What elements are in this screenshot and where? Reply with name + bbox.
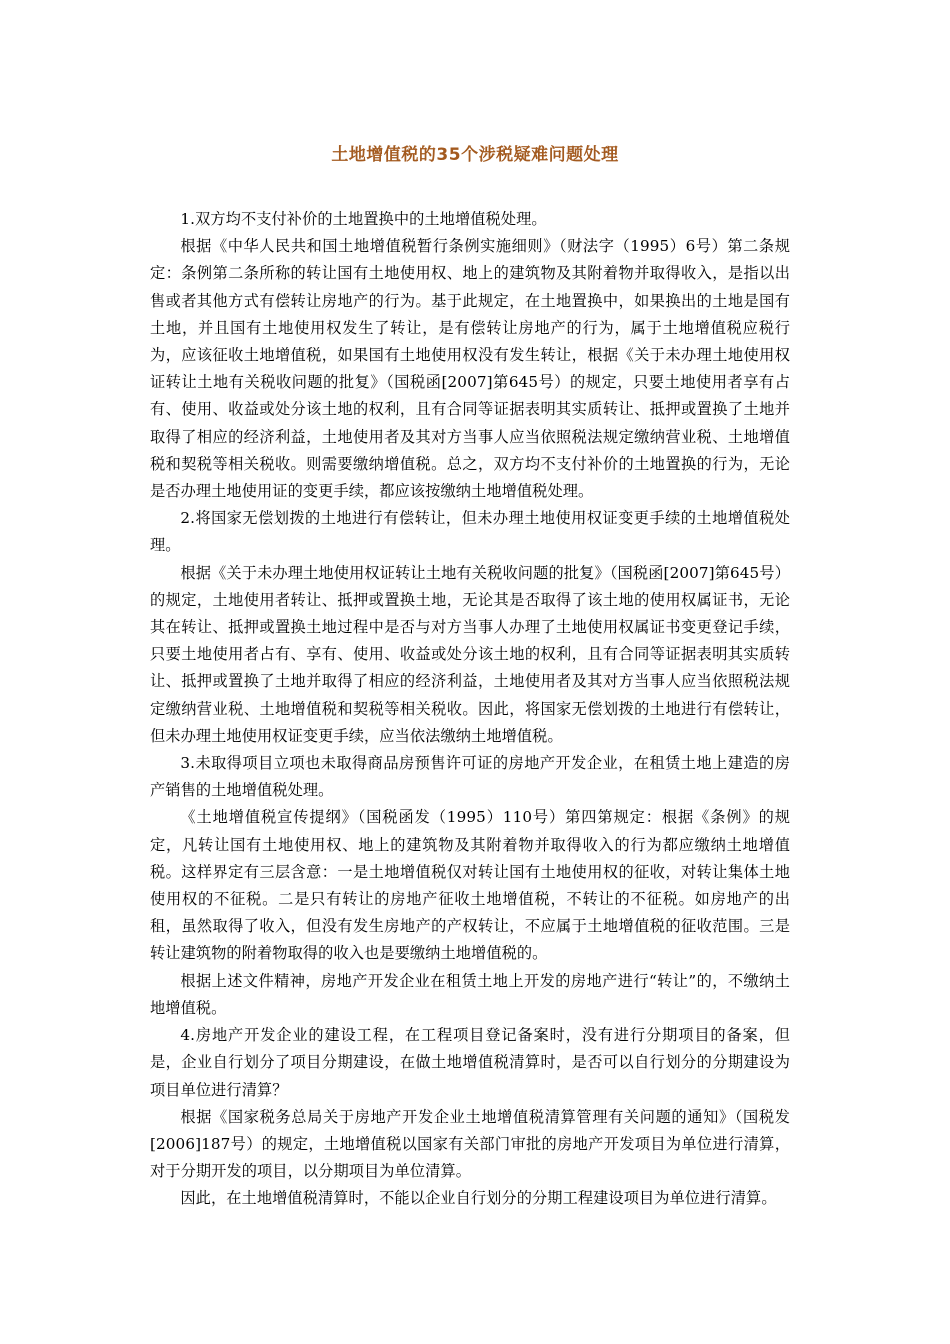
paragraph: 2.将国家无偿划拨的土地进行有偿转让，但未办理土地使用权证变更手续的土地增值税处理。 — [150, 509, 790, 555]
paragraph: 3.未取得项目立项也未取得商品房预售许可证的房地产开发企业，在租赁土地上建造的房产销售的土地增值税处理。 — [150, 754, 790, 800]
paragraph: 根据《国家税务总局关于房地产开发企业土地增值税清算管理有关问题的通知》（国税发[2006]187号）的规定，土地增值税以国家有关部门审批的房地产开发项目为单位进行清算，对于分期开发的项目，以分期项目为单位清算。 — [150, 1107, 790, 1181]
paragraph: 根据《中华人民共和国土地增值税暂行条例实施细则》（财法字（1995）6号）第二条规定：条例第二条所称的转让国有土地使用权、地上的建筑物及其附着物并取得收入，是指以出售或者其他方式有偿转让房地产的行为。基于此规定，在土地置换中，如果换出的土地是国有土地，并且国有土地使用权发生了转让，是有偿转让房地产的行为，属于土地增值税应税行为，应该征收土地增值税，如果国有土地使用权没有发生转让，根据《关于未办理土地使用权证转让土地有关税收问题的批复》（国税函[2007]第645号）的规定，只要土地使用者享有占有、使用、收益或处分该土地的权利，且有合同等证据表明其实质转让、抵押或置换了土地并取得了相应的经济利益，土地使用者及其对方当事人应当依照税法规定缴纳营业税、土地增值税和契税等相关税收。则需要缴纳增值税。总之，双方均不支付补价的土地置换的行为，无论是否办理土地使用证的变更手续，都应该按缴纳土地增值税处理。 — [150, 237, 790, 501]
paragraph: 根据《关于未办理土地使用权证转让土地有关税收问题的批复》（国税函[2007]第645号）的规定，土地使用者转让、抵押或置换土地，无论其是否取得了该土地的使用权属证书，无论其在转让、抵押或置换土地过程中是否与对方当事人办理了土地使用权属证书变更登记手续，只要土地使用者占有、享有、使用、收益或处分该土地的权利，且有合同等证据表明其实质转让、抵押或置换了土地并取得了相应的经济利益，土地使用者及其对方当事人应当依照税法规定缴纳营业税、土地增值税和契税等相关税收。因此，将国家无偿划拨的土地进行有偿转让，但未办理土地使用权证变更手续，应当依法缴纳土地增值税。 — [150, 563, 790, 745]
paragraph: 《土地增值税宣传提纲》（国税函发（1995）110号）第四第规定：根据《条例》的规定，凡转让国有土地使用权、地上的建筑物及其附着物并取得收入的行为都应缴纳土地增值税。这样界定有三层含意：一是土地增值税仅对转让国有土地使用权的征收，对转让集体土地使用权的不征税。二是只有转让的房地产征收土地增值税，不转让的不征税。如房地产的出租，虽然取得了收入，但没有发生房地产的产权转让，不应属于土地增值税的征收范围。三是转让建筑物的附着物取得的收入也是要缴纳土地增值税的。 — [150, 808, 790, 963]
paragraph: 4.房地产开发企业的建设工程，在工程项目登记备案时，没有进行分期项目的备案，但是，企业自行划分了项目分期建设，在做土地增值税清算时，是否可以自行划分的分期建设为项目单位进行清算？ — [150, 1026, 790, 1099]
paragraph: 根据上述文件精神，房地产开发企业在租赁土地上开发的房地产进行“转让”的，不缴纳土地增值税。 — [150, 971, 790, 1017]
document-body — [150, 206, 790, 1213]
paragraph: 1.双方均不支付补价的土地置换中的土地增值税处理。 — [180, 210, 547, 228]
document-title: 土地增值税的35个涉税疑难问题处理 — [331, 145, 619, 165]
paragraph: 因此，在土地增值税清算时，不能以企业自行划分的分期工程建设项目为单位进行清算。 — [180, 1189, 777, 1208]
